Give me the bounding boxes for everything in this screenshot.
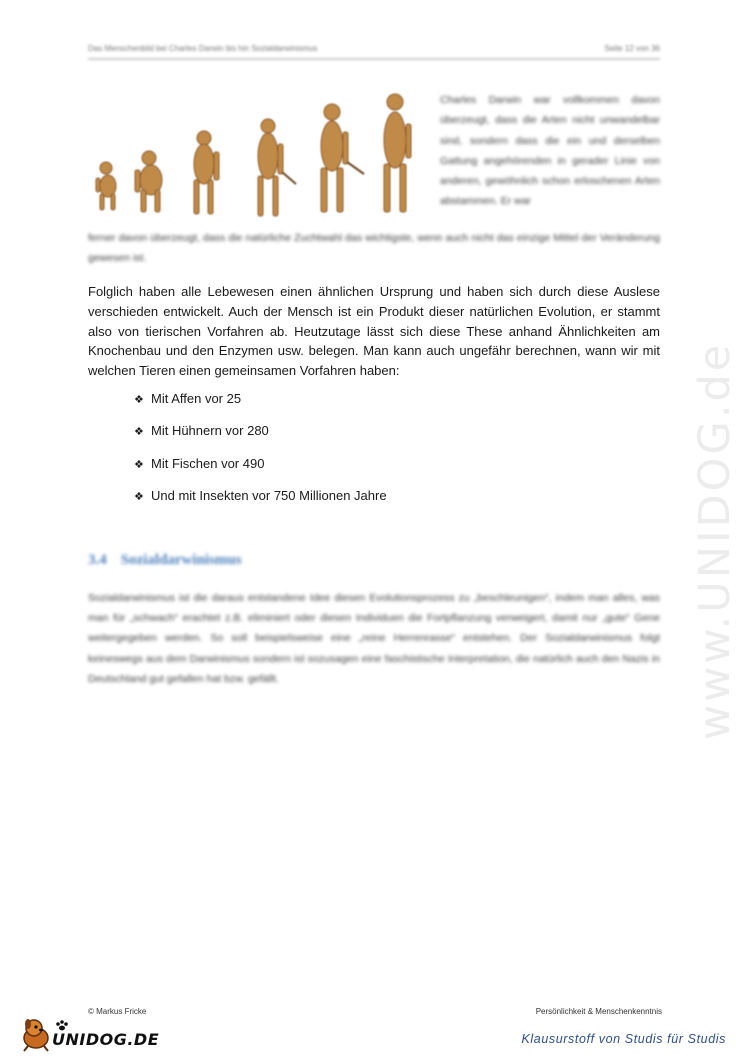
brand-tagline: Klausurstoff von Studis für Studis <box>521 1032 726 1046</box>
list-item <box>134 391 387 423</box>
brand-logo-text: UNIDOG.DE <box>52 1030 160 1049</box>
list-item <box>134 456 387 488</box>
list-item-text: Mit Hühnern vor 280 <box>151 423 269 439</box>
diamond-bullet-icon: ❖ <box>134 394 144 406</box>
diamond-bullet-icon: ❖ <box>134 490 144 503</box>
header-page-number: Seite 12 von 36 <box>604 44 660 53</box>
list-item-text: Mit Fischen vor 490 <box>151 455 265 471</box>
list-item-text: Mit Affen vor 25 <box>151 391 242 406</box>
footer-title: Persönlichkeit & Menschenkenntnis <box>535 1007 662 1016</box>
list-item <box>134 423 387 455</box>
footer-author: © Markus Fricke <box>88 1007 147 1016</box>
evolution-illustration <box>88 88 433 223</box>
page-header <box>88 40 660 60</box>
diamond-bullet-icon: ❖ <box>134 426 144 439</box>
intro-side-text: Charles Darwin war vollkommen davon überzeugt, dass die Arten nicht unwandelbar sind, sondern dass die ein und derselben Gattung angehörenden in gerader Linie von anderen, gewöhnlich schon erloschenen Arten abstammen. Er war <box>440 94 660 208</box>
section-heading <box>88 552 242 569</box>
intro-continuation-text: ferner davon überzeugt, dass die natürliche Zuchtwahl das wichtigste, wenn auch nicht das einzige Mittel der Veränderung gewesen ist. <box>88 232 660 264</box>
header-title: Das Menschenbild bei Charles Darwin bis hin Sozialdarwinismus <box>88 44 318 53</box>
body-paragraph: Folglich haben alle Lebewesen einen ähnlichen Ursprung und haben sich durch diese Auslese verschieden entwickelt. Auch der Mensch ist ein Produkt dieser natürlichen Evolution, er stammt also von tierischen Vorfahren ab. Heutzutage lässt sich diese These anhand Ähnlichkeiten am Knochenbau und den Enzymen usw. belegen. Man kann auch ungefähr berechnen, wann wir mit welchen Tieren einen gemeinsamen Vorfahren haben: <box>88 284 660 379</box>
section-title: Sozialdarwinismus <box>120 552 242 568</box>
section-number: 3.4 <box>88 552 107 568</box>
watermark: www.UNIDOG.de <box>690 341 740 740</box>
bullet-list <box>134 391 387 520</box>
diamond-bullet-icon: ❖ <box>134 458 144 471</box>
list-item <box>134 488 387 520</box>
section-text: Sozialdarwinismus ist die daraus entstandene Idee diesen Evolutionsprozess zu „beschleunigen“, indem man alles, was man für „schwach“ erachtet z.B. eliminiert oder diesen Individuen die Fortpflanzung verweigert, damit nur „gute“ Gene weitergegeben werden. So soll beispielsweise eine „reine Herrenrasse“ entstehen. Der Sozialdarwinismus folgt keineswegs aus dem Darwinismus sondern ist sozusagen eine faschistische Interpretation, die natürlich auch den Nazis in Deutschland gut gefallen hat bzw. gefällt. <box>88 592 660 685</box>
list-item-text: Und mit Insekten vor 750 Millionen Jahre <box>151 487 387 503</box>
